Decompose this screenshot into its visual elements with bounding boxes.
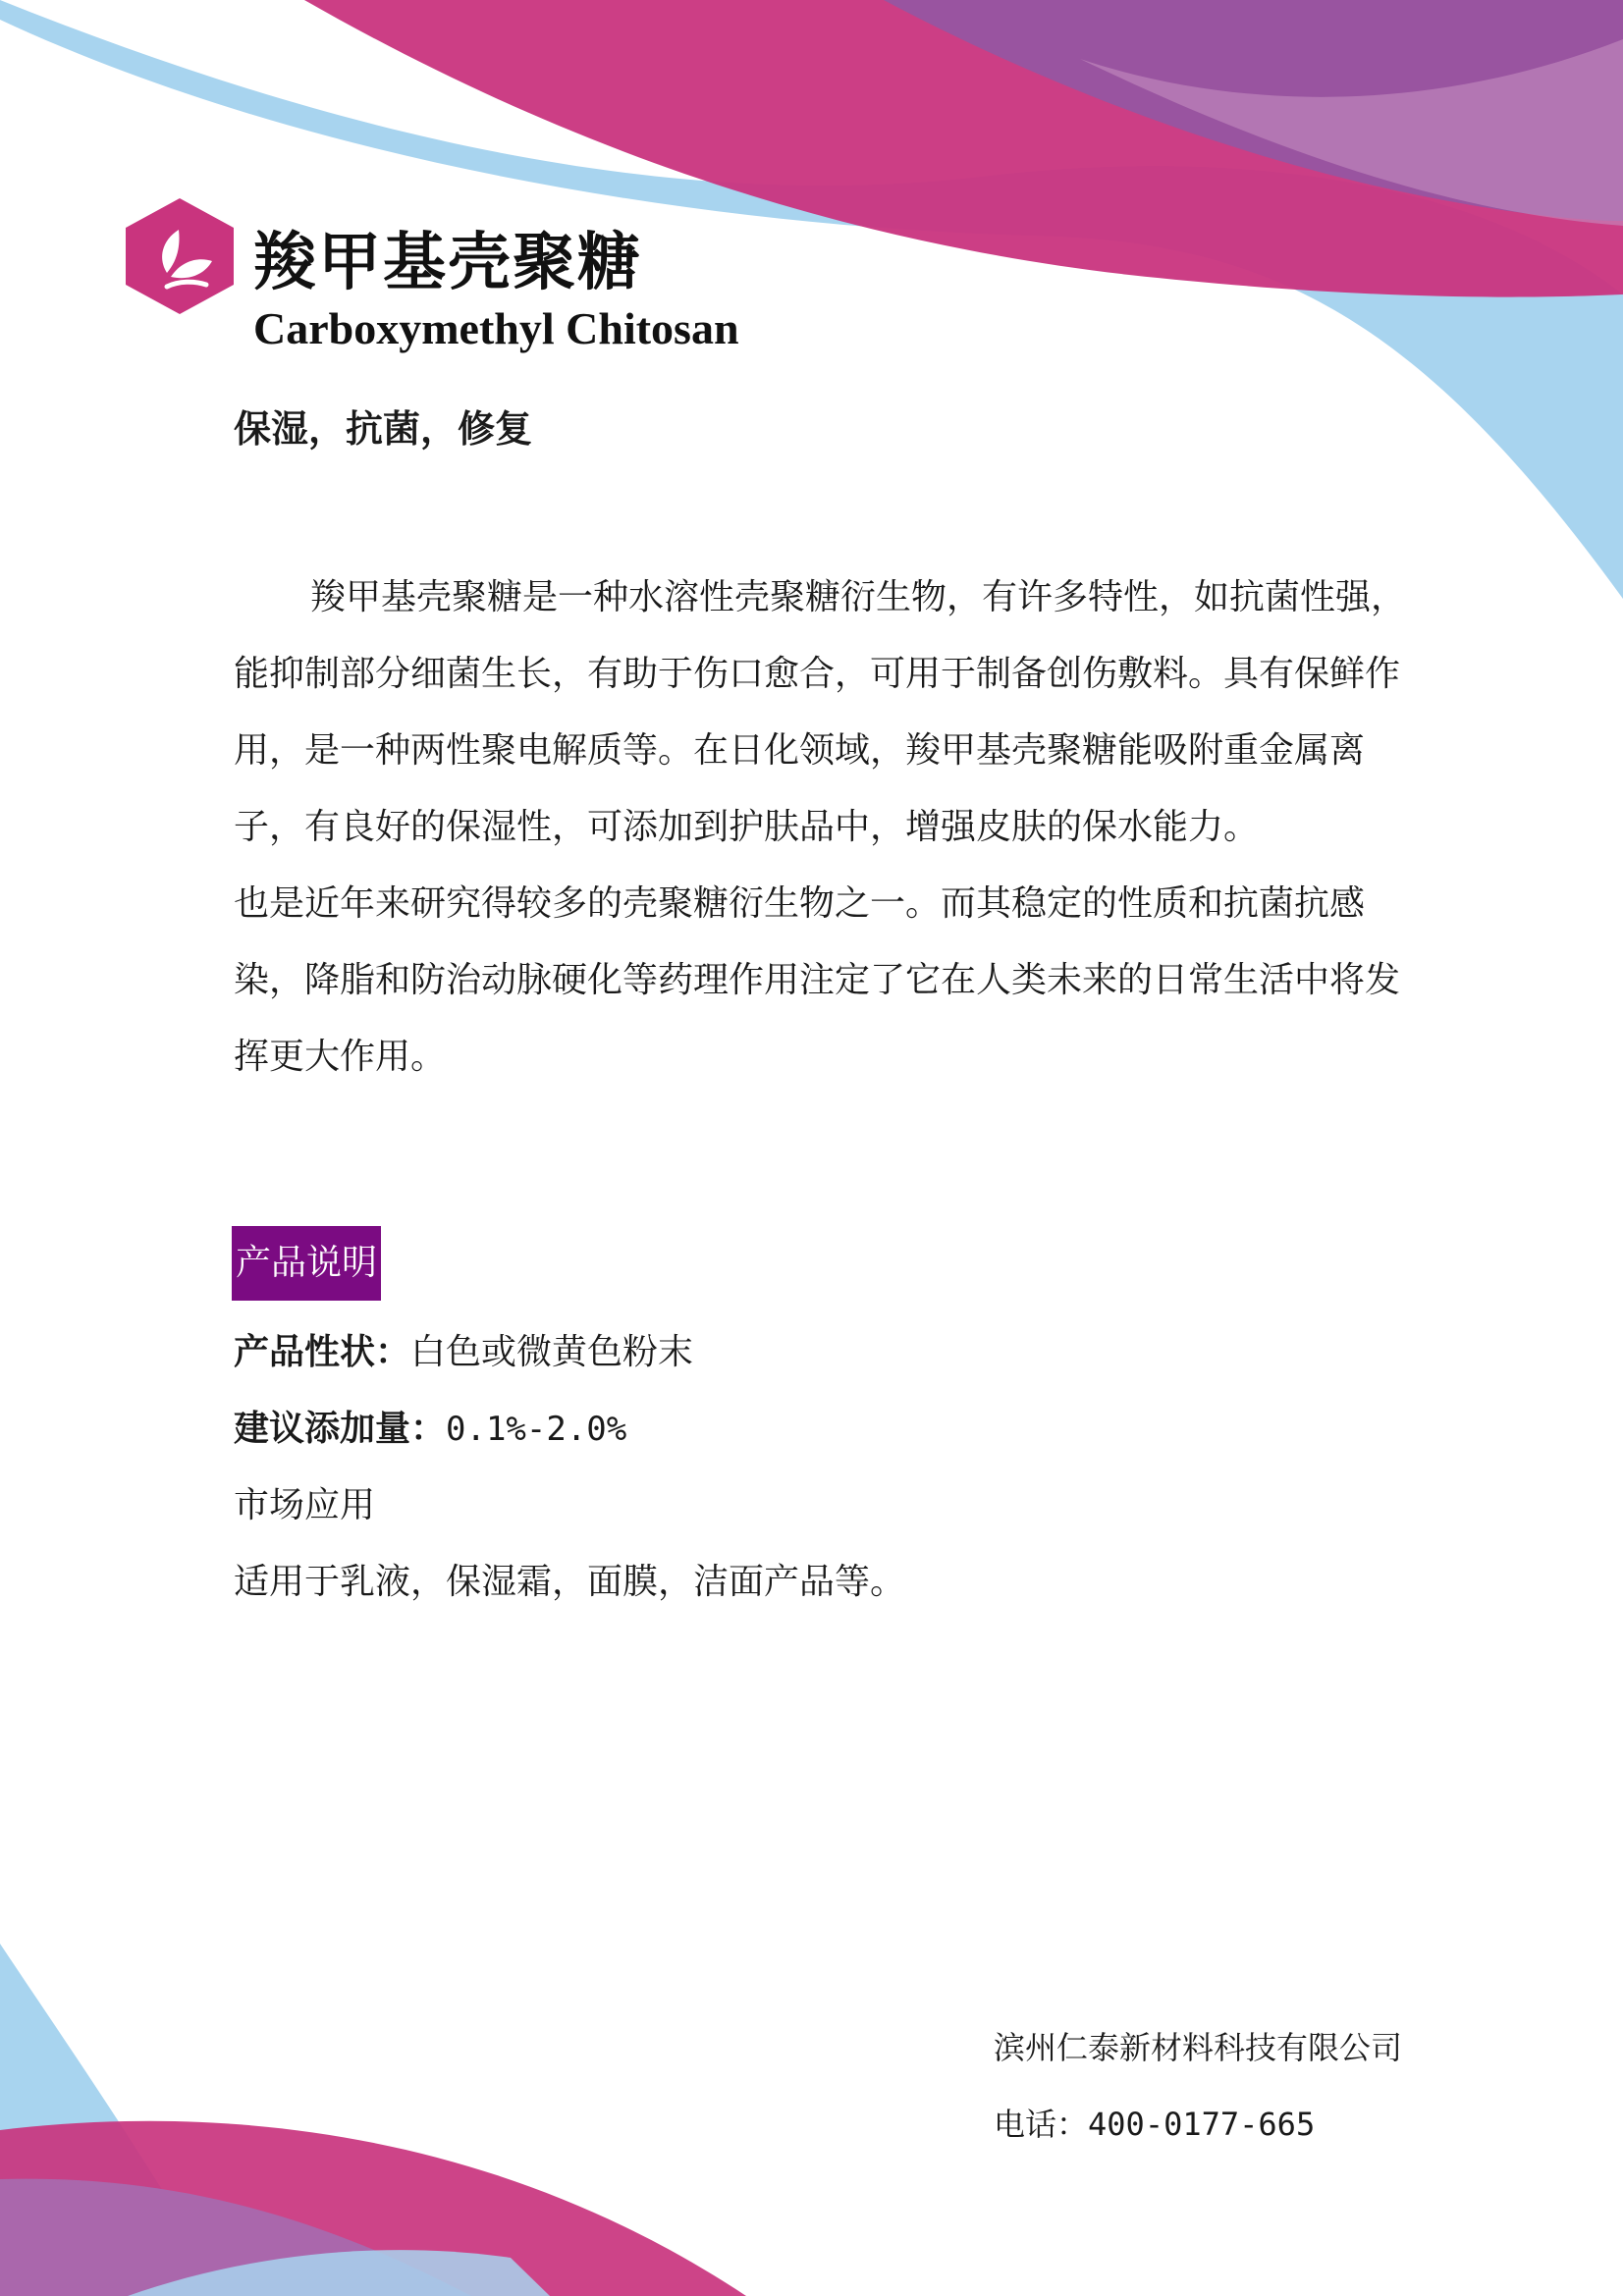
appearance-row (234, 1332, 694, 1372)
tagline: 保湿，抗菌，修复 (234, 407, 533, 451)
description (234, 560, 1422, 1095)
phone-row (994, 2106, 1316, 2143)
page-title: 羧甲基壳聚糖 (253, 227, 642, 299)
dosage-row (234, 1409, 627, 1449)
dosage-value: 0.1%-2.0% (446, 1410, 627, 1449)
dosage-label: 建议添加量： (234, 1409, 447, 1449)
description-paragraph-1: 羧甲基壳聚糖是一种水溶性壳聚糖衍生物，有许多特性，如抗菌性强，能抑制部分细菌生长，有助于伤口愈合，可用于制备创伤敷料。具有保鲜作用，是一种两性聚电解质等。在日化领域，羧甲基壳聚糖能吸附重金属离子，有良好的保湿性，可添加到护肤品中，增强皮肤的保水能力。 (234, 577, 1407, 847)
market-value: 适用于乳液，保湿霜，面膜，洁面产品等。 (234, 1562, 906, 1602)
company-name: 滨州仁泰新材料科技有限公司 (994, 2029, 1403, 2066)
market-label: 市场应用 (234, 1485, 376, 1525)
page-subtitle: Carboxymethyl Chitosan (253, 303, 739, 353)
leaf-hexagon-icon (122, 196, 238, 316)
section-label: 产品说明 (232, 1226, 381, 1301)
appearance-label: 产品性状： (234, 1332, 411, 1372)
description-paragraph-2: 也是近年来研究得较多的壳聚糖衍生物之一。而其稳定的性质和抗菌抗感染，降脂和防治动脉硬化等药理作用注定了它在人类未来的日常生活中将发挥更大作用。 (234, 883, 1401, 1077)
phone-value: 400-0177-665 (1088, 2106, 1316, 2143)
appearance-value: 白色或微黄色粉末 (410, 1332, 694, 1372)
phone-label: 电话： (994, 2106, 1089, 2143)
